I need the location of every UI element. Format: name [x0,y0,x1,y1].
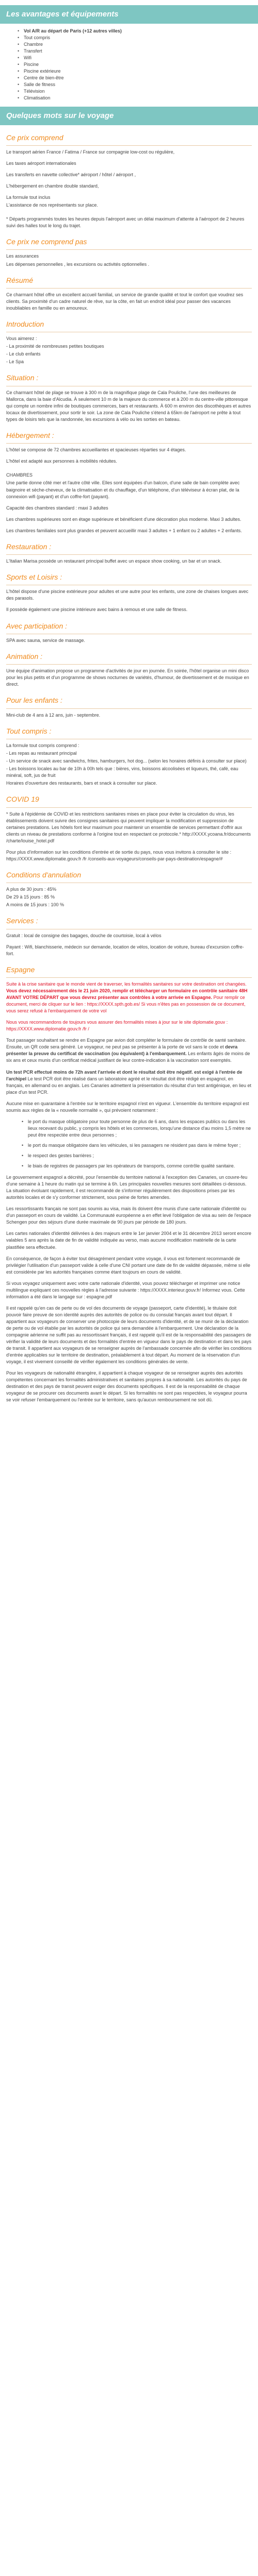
text-run: Suite à la crise sanitaire que le monde vient de traverser, les formalités sanitaires sur votre destination ont changées. [6,981,247,987]
text-paragraph: Les dépenses personnelles , les excursions ou activités optionnelles . [6,261,150,267]
equipement-item: • Piscine extérieure [18,68,258,75]
text-paragraph-alert [6,981,252,1014]
rule-item: • le port du masque obligatoire dans les véhicules, si les passagers ne résident pas dans le même foyer ; [22,1142,252,1149]
equipement-item: • Transfert [18,48,258,55]
text-paragraph-alert: Nous vous recommandons de toujours vous assurer des formalités mises à jour sur le site diplomatie.gouv : https://XXXX.www.diplomatie.gouv.fr /fr / [6,1020,228,1032]
section-title-enfants: Pour les enfants : [6,696,62,705]
equipement-item [18,28,258,35]
section-title-animation: Animation : [6,652,43,660]
text-run: Les enfants âgés de moins de six ans et ceux munis d'un certificat médical justifiant de leur contre-indication à la vaccination sont exemptés. [6,1051,250,1063]
section-divider [6,708,252,709]
registration-link[interactable]: https://XXXX.spth.gob.es/ [87,1002,140,1007]
text-paragraph: Ce charmant hôtel offre un excellent accueil familial, un service de grande qualité et tout le confort que voudrez ses clients. Sa proximité d'un cadre naturel de rêve, sur la côte, en fait un endroit idéal pour passer des vacances inoubliables en famille ou en amoureux. [6,292,244,311]
text-paragraph: Aucune mise en quarantaine à l'entrée sur le territoire espagnol n'est en vigueur. L'ensemble du territoire espagnol est soumis aux règles de la « nouvelle normalité », qui prévoient notamment : [6,1100,249,1113]
text-paragraph: Vous aimerez : [6,336,37,342]
section-title-introduction: Introduction [6,320,44,328]
text-paragraph: Le gouvernement espagnol a décrété, pour l'ensemble du territoire national à l'exception des Canaries, un couvre-feu d'une semaine à 1 heure du matin qui se termine à 6h. Les principales nouvelles mesures sont détaillées ci-dessous. La situation évoluant rapidement, il est recommandé de s'informer régulièrement des dispositions prises par les autorités locales et de s'y conformer strictement, sous peine de fortes amendes. [6,1175,248,1200]
text-line: - Un service de snack avec sandwichs, frites, hamburgers, hot dog... (selon les horaires définis à consulter sur place) [6,758,247,764]
rules-list [6,1118,252,1170]
section-title-situation: Situation : [6,374,39,382]
section-title-prix-comprend: Ce prix comprend [6,133,63,142]
text-paragraph: Capacité des chambres standard : maxi 3 adultes [6,505,108,511]
section-divider [6,145,252,146]
text-paragraph: Il est rappelé qu'en cas de perte ou de vol des documents de voyage (passeport, carte d'identité), le titulaire doit pouvoir faire preuve de son identité auprès des autorités de police ou du consulat français avant tout départ. Il appartient aux voyageurs de conserver une photocopie de leurs documents d'identité, et de se munir de la déclaration de perte ou de vol établie par les autorités de police qui sera demandée à l'embarquement. Une déclaration de la compagnie aérienne ne suffit pas au ressortissant français, il est rappelé qu'il est de la responsabilité des passagers de vérifier la validité de leurs documents et des formalités d'entrée en vigueur dans le pays de destination et dans les pays de transit. Il appartient aux voyageurs de se renseigner auprès de l'ambassade concernée afin de vérifier les conditions d'entrée applicables sur le territoire de destination, préalablement à tout départ. Au moment de la réservation d'un voyage, il est vivement conseillé de vérifier également les conditions générales de vente. [6,1305,252,1365]
section-title-covid: COVID 19 [6,795,39,804]
text-paragraph: Les transferts en navette collective* aéroport / hôtel / aéroport , [6,172,136,177]
section-divider [6,288,252,289]
text-paragraph: Il possède également une piscine intérieure avec bains à remous et une salle de fitness. [6,607,188,613]
text-paragraph: Les ressortissants français ne sont pas soumis au visa, mais ils doivent être munis d'une carte nationale d'identité ou d'un passeport en cours de validité. La Communauté européenne a en effet levé l'obligation de visa au sein de l'espace Schengen pour des séjours d'une durée maximale de 90 jours par période de 180 jours. [6,1206,251,1225]
text-paragraph: Une équipe d'animation propose un programme d'activités de jour en journée. En soirée, l'hôtel organise un mini disco pour les plus petits et d'un programme de shows nocturnes de variétés, d'humour, de divertissement et de musique en direct. [6,668,249,687]
text-paragraph: Les assurances [6,253,39,259]
text-paragraph: Payant : Wifi, blanchisserie, médecin sur demande, location de vélos, location de voiture, bureau d'excursion coffre-fort. [6,944,244,956]
equipement-item: • Climatisation [18,95,258,101]
equipement-item: • Piscine [18,61,258,68]
section-title-hebergement: Hébergement : [6,431,54,440]
text-paragraph: Si vous voyagez uniquement avec votre carte nationale d'identité, vous pouvez télécharger et imprimer une notice multilingue expliquant ces nouvelles règles à l'adresse suivante : https://XXXX.interieur.gouv.fr/ Informez vous. Cette information a été dans le langage sur : espagne.pdf [6,1280,245,1299]
text-paragraph: SPA avec sauna, service de massage. [6,637,85,643]
voyage-content [0,132,258,1419]
text-run: Si vous n'êtes pas en possession de ce document, vous serez refusé à l'embarquement de votre vol [6,1002,246,1014]
section-title-prix-ne-comprend: Ce prix ne comprend pas [6,238,87,246]
text-paragraph: Mini-club de 4 ans à 12 ans, juin - septembre. [6,712,101,718]
text-subheading: CHAMBRES [6,472,33,478]
text-paragraph: Pour plus d'information sur les conditions d'entrée et de sortie du pays, nous vous invitons à consulter le site : https://XXXX.www.diplomatie.gouv.fr /fr /conseils-aux-voyageurs/conseils-par-pays-destination/espagne/# [6,849,232,861]
voyage-banner: Quelques mots sur le voyage [0,107,258,125]
text-paragraph: La formule tout compris comprend : [6,742,79,748]
text-paragraph: Les chambres familiales sont plus grandes et peuvent accueillir maxi 3 adultes + 1 enfant ou 2 adultes + 2 enfants. [6,528,242,533]
equipement-item-label: Vol A/R au départ de Paris (+12 autres villes) [24,28,122,33]
section-divider [6,554,252,555]
equipement-item: • Wifi [18,55,258,61]
text-run: Pour remplir ce document, merci de cliquer sur le lien : [6,995,245,1007]
text-line: A plus de 30 jours : 45% [6,887,57,892]
section-title-conditions: Conditions d'annulation [6,870,82,879]
equipement-item: • Télévision [18,88,258,95]
text-paragraph: * Suite à l'épidémie de COVID et les restrictions sanitaires mises en place pour éviter la circulation du virus, les établissements doivent suivre des consignes sanitaires qui peuvent impliquer la modification et suppression de certaines prestations. Les hôtels font leur maximum pour maintenir un ensemble de services permettant d'offrir aux clients un niveau de prestations conforme à l'origine tout en respectant ce protocole.* http://XXXX.ycoana.fr/documents /charte/louise_hotel.pdf [6,811,251,843]
section-divider [6,977,252,978]
section-title-avec-participation: Avec participation : [6,621,68,630]
rule-item: • le port du masque obligatoire pour toute personne de plus de 6 ans, dans les espaces publics ou dans les lieux recevant du public, y compris les hôtels et les commerces, lorsqu'une distance d'au moins 1,5 mètre ne peut être respectée entre deux personnes ; [22,1118,252,1139]
text-paragraph: L'hôtel est adapté aux personnes à mobilités réduites. [6,459,117,464]
text-run-emphasis: Vous devez nécessairement dès le 21 juin 2020, remplir et télécharger un formulaire en contrôle sanitaire 48H AVANT VOTRE DÉPART que vous devrez présenter aux contrôles à votre arrivée en Espagne. [6,988,248,1001]
text-paragraph: Pour les voyageurs de nationalité étrangère, il appartient à chaque voyageur de se renseigner auprès des autorités compétentes concernant les formalités administratives et sanitaires propres à sa nationalité. Les autorités du pays de destination et des pays de transit peuvent exiger des documents spécifiques. Il est de la responsabilité de chaque voyageur de se procurer ces documents avant le départ. Si les formalités ne sont pas respectées, le voyageur pourra se voir refuser l'embarquement ou l'entrée sur le territoire, sans qu'aucun remboursement ne soit dû. [6,1370,247,1403]
text-paragraph: L'hébergement en chambre double standard, [6,183,99,189]
text-paragraph: Le transport aérien France / Fatima / France sur compagnie low-cost ou régulière, [6,149,175,155]
rule-item: • le respect des gestes barrières ; [22,1153,252,1159]
text-paragraph: L'hôtel dispose d'une piscine extérieure pour adultes et une autre pour les enfants, une zone de chaises longues avec des parasols. [6,589,249,601]
text-paragraph: Gratuit : local de consigne des bagages, douche de courtoisie, local à vélos [6,933,162,938]
text-paragraph [6,1037,252,1064]
text-paragraph: Ce charmant hôtel de plage se trouve à 300 m de la magnifique plage de Cala Pouliche, l'une des meilleures de Mallorca, dans la baie d'Alcudia. À seulement 10 m de la majeure du commerce et à 200 m du centre-ville pittoresque qui compte un nombre infini de boutiques commerces, bars et restaurants. À 600 m environ des discothèques et autres locaux de divertissement, pour sortir le soir. La zone de Cala Pouliche s'étend à 65km de l'aéroport ne prête à tout types de loisirs tels que la randonnée, les excursions à vélo ou les sorties en bateau. [6,389,251,422]
equipement-item: • Tout compris [18,35,258,41]
text-paragraph: La formule tout inclus [6,194,51,200]
text-paragraph [6,1069,252,1096]
equipement-item: • Centre de bien-être [18,75,258,81]
text-line: - La proximité de nombreuses petites boutiques [6,344,104,349]
section-title-tout-compris: Tout compris : [6,726,52,735]
text-paragraph: Une partie donne côté mer et l'autre côté ville. Elles sont équipées d'un balcon, d'une salle de bain complète avec baignoire et sèche-cheveux, de la climatisation et du chauffage, d'un téléphone, d'un téléviseur à écran plat, de la connexion wifi (payant) et d'un coffre-fort (payant). [6,480,240,499]
section-title-sports: Sports et Loisirs : [6,573,62,582]
text-run: Le test PCR doit être réalisé dans un laboratoire agréé et le résultat doit être rédigé en espagnol, en français, en allemand ou en anglais. Les Canaries admettent la présentation du résultat d'un test antigénique, en lieu et place d'un test PCR. [6,1076,252,1095]
text-paragraph: En conséquence, de façon à éviter tout désagrément pendant votre voyage, il vous est fortement recommandé de privilégier l'utilisation d'un passeport valide à celle d'une CNI portant une date de fin de validité dépassée, même si elle est considérée par les autorités françaises comme étant toujours en cours de validité. [6,1256,250,1275]
section-divider [6,249,252,250]
text-paragraph: L'assistance de nos représentants sur place. [6,202,98,208]
text-line: Horaires d'ouverture des restaurants, bars et snack à consulter sur place. [6,781,157,786]
equipement-item: • Salle de fitness [18,81,258,88]
text-paragraph: Les chambres supérieures sont en étage supérieure et bénéficient d'une décoration plus moderne. Maxi 3 adultes. [6,516,241,522]
text-line: - Les boissons locales au bar de 10h à 00h tels que : bières, vins, boissons alcoolisées et liqueurs, thé, café, eau minéral, soft, jus de fruit [6,766,238,778]
text-run-emphasis: devra présenter la preuve du certificat de vaccination (ou équivalent) à l'embarquement. [6,1044,238,1057]
text-line: - Le club enfants [6,351,41,357]
section-title-espagne: Espagne [6,965,35,974]
text-run: Tout passager souhaitant se rendre en Espagne par avion doit compléter le formulaire de contrôle de santé sanitaire. Ensuite, un QR code sera généré. Le voyageur, ne peut pas se présenter à la porte de vol sans le code et [6,1038,247,1050]
equipements-list [0,28,258,101]
section-title-resume: Résumé [6,276,34,284]
text-paragraph: Les cartes nationales d'identité délivrées à des majeurs entre le 1er janvier 2004 et le 31 décembre 2013 seront encore valables 5 ans après la date de fin de validité indiquée au verso, mais aucune modification matérielle de la carte plastifiée sera effectuée. [6,1231,252,1250]
section-title-restauration: Restauration : [6,542,52,551]
text-paragraph: Les taxes aéroport internationales [6,160,76,166]
text-line: De 29 à 15 jours : 85 % [6,894,55,900]
section-divider [6,443,252,444]
section-divider [6,807,252,808]
equipements-banner: Les avantages et équipements [0,5,258,24]
text-paragraph: L'Italian Marisa possède un restaurant principal buffet avec un espace show cooking, un bar et un snack. [6,558,222,564]
section-divider [6,664,252,665]
text-paragraph: L'hôtel se compose de 72 chambres accueillantes et spacieuses réparties sur 4 étages. [6,447,186,453]
text-run-emphasis: Un test PCR effectué moins de 72h avant l'arrivée et dont le résultat doit être négatif. est exigé à l'entrée de l'archipel [6,1069,243,1081]
rule-item: • le biais de registres de passagers par les opérateurs de transports, comme contrôle qualité sanitaire. [22,1163,252,1170]
text-line: - Le Spa [6,359,24,365]
equipement-item: • Chambre [18,41,258,48]
section-title-services: Services : [6,917,38,925]
text-line: - Les repas au restaurant principal [6,750,77,756]
footnote: * Départs programmés toutes les heures depuis l'aéroport avec un délai maximum d'attente à l'aéroport de 2 heures suivi des halles tout le long du trajet. [6,216,245,229]
text-line: A moins de 15 jours : 100 % [6,902,64,908]
